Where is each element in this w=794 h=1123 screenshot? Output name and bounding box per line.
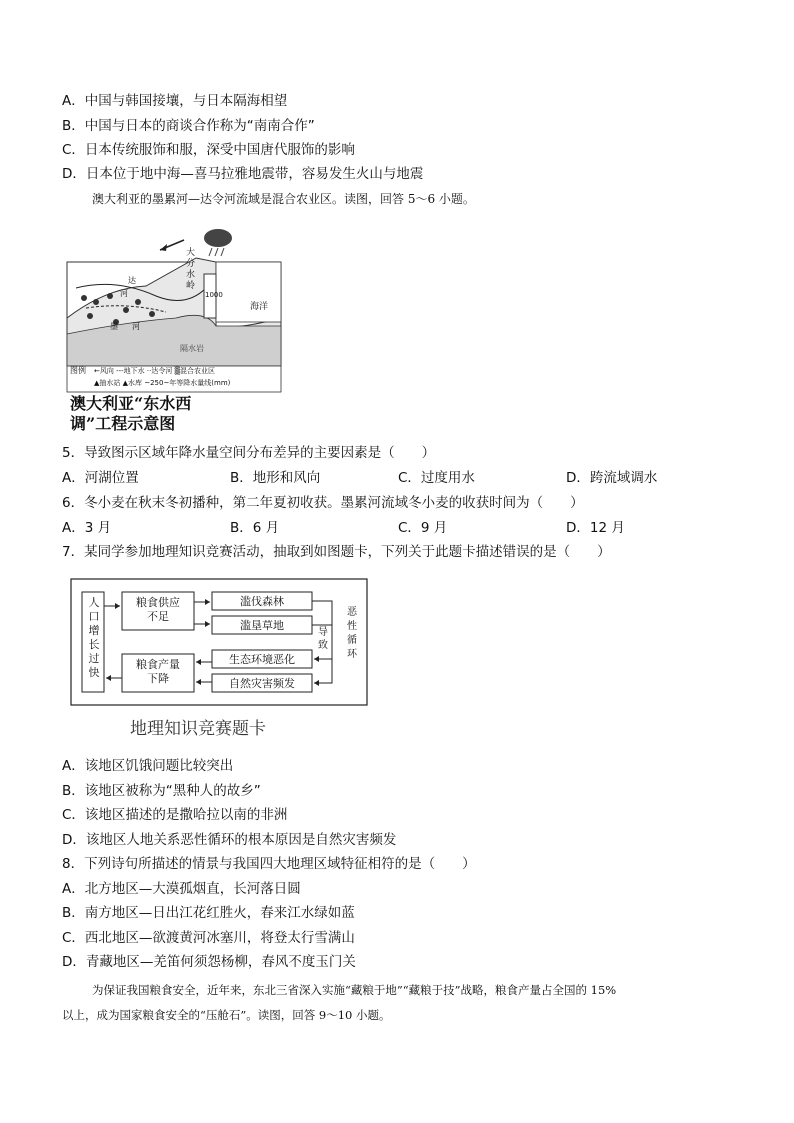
q6-option-c: C．9 月 xyxy=(398,520,448,536)
q8-option-c: C．西北地区—欲渡黄河冰塞川，将登太行雪满山 xyxy=(62,930,355,946)
q5-option-b: B．地形和风向 xyxy=(230,470,321,486)
q7-option-c: C．该地区描述的是撒哈拉以南的非洲 xyxy=(62,807,288,823)
q4-option-c: C．日本传统服饰和服，深受中国唐代服饰的影响 xyxy=(62,142,355,158)
box-food-short: 粮食供应 不足 xyxy=(136,596,180,623)
box-deforest: 滥伐森林 xyxy=(240,595,284,608)
river-label-2: 达 xyxy=(128,276,136,285)
figure1-caption-line1: 澳大利亚“东水西 xyxy=(70,394,192,413)
q8-option-d: D．青藏地区—羌笛何须怨杨柳，春风不度玉门关 xyxy=(62,954,356,970)
legend-title: 图例 xyxy=(70,366,86,375)
ocean-label: 海洋 xyxy=(250,302,269,312)
q8-option-a: A．北方地区—大漠孤烟直，长河落日圆 xyxy=(62,881,301,897)
box-disaster: 自然灾害频发 xyxy=(229,677,295,690)
q8-stem: 8．下列诗句所描述的情景与我国四大地理区域特征相符的是（ ） xyxy=(62,856,476,872)
river-label-3: 墨 xyxy=(110,322,118,331)
figure1-caption-line2: 调”工程示意图 xyxy=(70,414,176,433)
q4-option-d: D．日本位于地中海—喜马拉雅地震带，容易发生火山与地震 xyxy=(62,166,424,182)
q6-option-b: B．6 月 xyxy=(230,520,280,536)
box-population: 人 口 增 长 过 快 xyxy=(88,596,100,679)
q7-option-a: A．该地区饥饿问题比较突出 xyxy=(62,758,234,774)
label-cause: 导 致 xyxy=(318,627,328,651)
river-label-4: 河 xyxy=(132,322,140,331)
box-eco: 生态环境恶化 xyxy=(229,653,295,666)
q7-option-b: B．该地区被称为“黑种人的故乡” xyxy=(62,783,261,799)
box-food-drop: 粮食产量 下降 xyxy=(136,658,180,685)
q6-stem: 6．冬小麦在秋末冬初播种，第二年夏初收获。墨累河流域冬小麦的收获时间为（ ） xyxy=(62,495,584,511)
height-label: 1000 xyxy=(205,291,223,299)
intro-9-10-line2: 以上，成为国家粮食安全的“压舱石”。读图，回答 9～10 小题。 xyxy=(62,1008,391,1022)
legend-row-2: ▲抽水站 ▲水库 ~250~年等降水量线(mm) xyxy=(94,379,231,387)
q8-option-b: B．南方地区—日出江花红胜火，春来江水绿如蓝 xyxy=(62,905,355,921)
intro-9-10-line1: 为保证我国粮食安全，近年来，东北三省深入实施“藏粮于地”“藏粮于技”战略，粮食产量占全国的 15% xyxy=(92,983,617,997)
q4-option-b: B．中国与日本的商谈合作称为“南南合作” xyxy=(62,118,315,134)
divide-label: 大 分 水 岭 xyxy=(186,248,196,291)
q7-stem: 7．某同学参加地理知识竞赛活动，抽取到如图题卡，下列关于此题卡描述错误的是（ ） xyxy=(62,544,611,560)
q4-option-a: A．中国与韩国接壤，与日本隔海相望 xyxy=(62,93,288,109)
river-label-1: 河 xyxy=(120,289,128,298)
legend-row-1: ←风向 ---地下水 ··达令河 ▒混合农业区 xyxy=(94,367,215,375)
figure2-caption: 地理知识竞赛题卡 xyxy=(130,719,266,739)
q6-option-a: A．3 月 xyxy=(62,520,112,536)
q5-stem: 5．导致图示区域年降水量空间分布差异的主要因素是（ ） xyxy=(62,445,436,461)
box-overgraze: 滥垦草地 xyxy=(240,619,284,632)
q5-option-c: C．过度用水 xyxy=(398,470,475,486)
q5-option-d: D．跨流域调水 xyxy=(566,470,658,486)
layer-label: 隔水岩 xyxy=(180,344,204,353)
q5-option-a: A．河湖位置 xyxy=(62,470,139,486)
q6-option-d: D．12 月 xyxy=(566,520,625,536)
q7-option-d: D．该地区人地关系恶性循环的根本原因是自然灾害频发 xyxy=(62,832,397,848)
intro-5-6: 澳大利亚的墨累河—达令河流域是混合农业区。读图，回答 5～6 小题。 xyxy=(92,192,475,206)
label-cycle: 恶 性 循 环 xyxy=(347,607,357,660)
